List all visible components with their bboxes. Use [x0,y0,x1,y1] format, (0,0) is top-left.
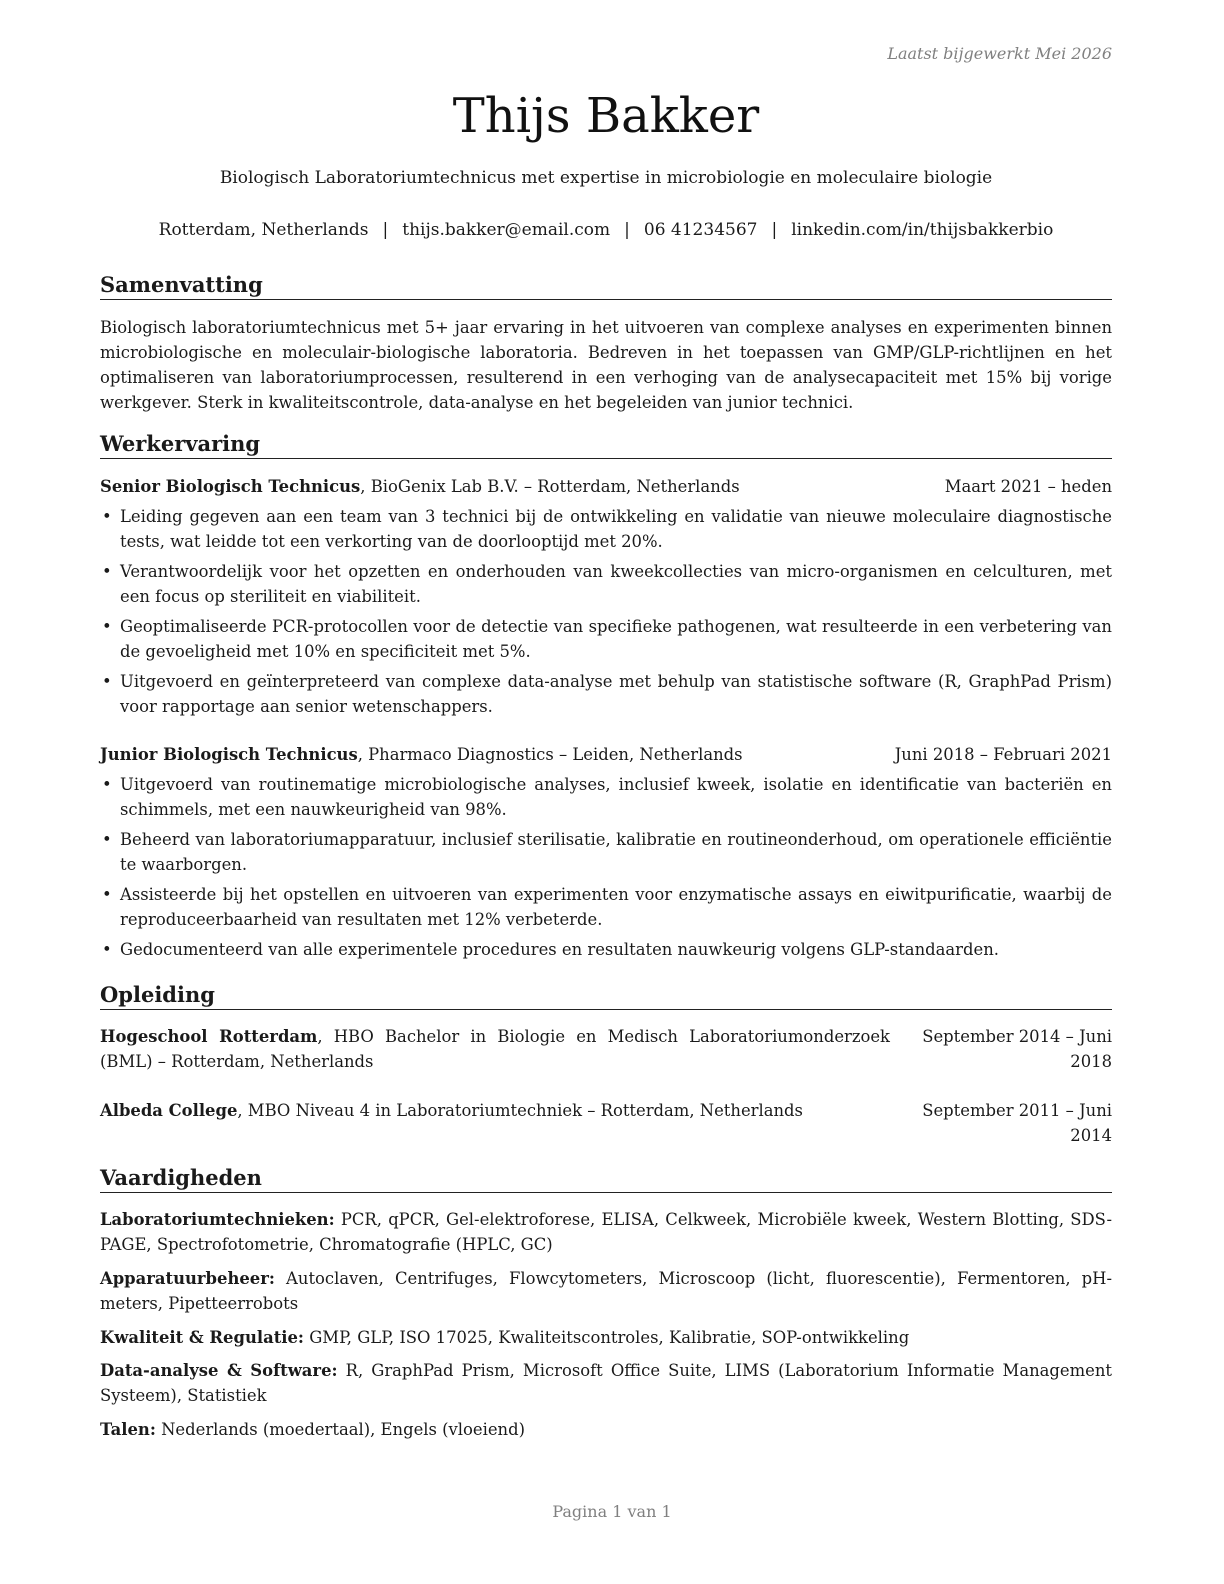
bullet-item [100,559,1112,609]
bullet-text: Uitgevoerd en geïnterpreteerd van complexe data-analyse met behulp van statistische software (R, GraphPad Prism) voor rapportage aan senior wetenschappers. [120,672,1112,716]
page-number: Pagina 1 van 1 [552,1502,672,1521]
job-header [100,474,1112,499]
bullet-text: Leiding gegeven aan een team van 3 technici bij de ontwikkeling en validatie van nieuwe moleculaire diagnostische tests, wat leidde tot een verkorting van de doorlooptijd met 20%. [120,507,1112,551]
contact-phone: 06 41234567 [643,220,758,240]
education-date: September 2014 – Juni 2018 [922,1027,1112,1071]
contact-email[interactable]: thijs.bakker@email.com [402,220,611,240]
skill-label: Kwaliteit & Regulatie: [100,1328,304,1347]
skill-line [100,1266,1112,1316]
skill-label: Apparatuurbeheer: [100,1269,275,1288]
education-item [100,1024,1112,1074]
school-name: Albeda College [100,1101,238,1120]
job-bullets [100,504,1112,724]
contact-location: Rotterdam, Netherlands [158,220,369,240]
contact-separator: | [624,220,630,240]
job-header [100,742,1112,767]
job-org: , BioGenix Lab B.V. – Rotterdam, Netherlands [360,477,740,496]
bullet-text: Verantwoordelijk voor het opzetten en onderhouden van kweekcollecties van micro-organismen en celculturen, met een focus op steriliteit en viabiliteit. [120,562,1112,606]
last-updated: Laatst bijgewerkt Mei 2026 [887,44,1112,63]
summary-heading: Samenvatting [100,272,1112,300]
bullet-text: Assisteerde bij het opstellen en uitvoeren van experimenten voor enzymatische assays en eiwitpurificatie, waarbij de reproduceerbaarheid van resultaten met 12% verbeterde. [120,885,1112,929]
skill-line [100,1358,1112,1408]
skill-text: Autoclaven, Centrifuges, Flowcytometers, Microscoop (licht, fluorescentie), Fermentoren, pH-meters, Pipetteerrobots [100,1269,1112,1313]
job-org: , Pharmaco Diagnostics – Leiden, Netherlands [357,745,743,764]
education-item [100,1098,1112,1145]
bullet-dot-icon: • [102,562,112,581]
experience-heading: Werkervaring [100,431,1112,459]
education-detail [100,1024,890,1074]
skill-label: Data-analyse & Software: [100,1361,338,1380]
education-date: September 2011 – Juni 2014 [922,1101,1112,1145]
education-heading: Opleiding [100,982,1112,1010]
bullet-dot-icon: • [102,672,112,691]
school-name: Hogeschool Rotterdam [100,1027,318,1046]
bullet-text: Gedocumenteerd van alle experimentele procedures en resultaten nauwkeurig volgens GLP-standaarden. [120,940,999,959]
bullet-item [100,882,1112,932]
bullet-text: Uitgevoerd van routinematige microbiologische analyses, inclusief kweek, isolatie en identificatie van bacteriën en schimmels, met een nauwkeurigheid van 98%. [120,775,1112,819]
candidate-name: Thijs Bakker [452,88,760,144]
bullet-dot-icon: • [102,885,112,904]
skill-label: Talen: [100,1420,156,1439]
skill-line [100,1325,1112,1350]
bullet-item [100,772,1112,822]
job-date: Juni 2018 – Februari 2021 [894,745,1112,764]
skill-text: PCR, qPCR, Gel-elektroforese, ELISA, Celkweek, Microbiële kweek, Western Blotting, SDS-PAGE, Spectrofotometrie, Chromatografie (HPLC, GC) [100,1210,1112,1254]
skills-heading: Vaardigheden [100,1165,1112,1193]
job-bullets [100,772,1112,967]
contact-separator: | [771,220,778,240]
bullet-item [100,614,1112,664]
bullet-dot-icon: • [102,775,112,794]
contact-linkedin[interactable]: linkedin.com/in/thijsbakkerbio [791,220,1054,240]
bullet-dot-icon: • [102,940,112,959]
skill-text: GMP, GLP, ISO 17025, Kwaliteitscontroles, Kalibratie, SOP-ontwikkeling [304,1328,910,1347]
bullet-item [100,504,1112,554]
job-title: Junior Biologisch Technicus [100,745,358,764]
bullet-text: Beheerd van laboratoriumapparatuur, inclusief sterilisatie, kalibratie en routineonderhoud, om operationele efficiëntie te waarborgen. [120,830,1112,874]
tagline: Biologisch Laboratoriumtechnicus met expertise in microbiologie en moleculaire biologie [219,168,993,188]
bullet-dot-icon: • [102,830,112,849]
summary-text: Biologisch laboratoriumtechnicus met 5+ jaar ervaring in het uitvoeren van complexe analyses en experimenten binnen microbiologische en moleculair-biologische laboratoria. Bedreven in het toepassen van GMP/GLP-richtlijnen en het optimaliseren van laboratoriumprocessen, resulterend in een verhoging van de analysecapaciteit met 15% bij vorige werkgever. Sterk in kwaliteitscontrole, data-analyse en het begeleiden van junior technici. [100,318,1112,412]
degree-text: , MBO Niveau 4 in Laboratoriumtechniek – Rotterdam, Netherlands [237,1101,803,1120]
contact-line [40,220,1172,240]
contact-separator: | [382,220,389,240]
bullet-item [100,937,1112,962]
job-title: Senior Biologisch Technicus [100,477,361,496]
bullet-item [100,669,1112,719]
skill-text: R, GraphPad Prism, Microsoft Office Suite, LIMS (Laboratorium Informatie Management Systeem), Statistiek [100,1361,1112,1405]
job-date: Maart 2021 – heden [944,477,1112,496]
bullet-item [100,827,1112,877]
bullet-dot-icon: • [102,617,112,636]
degree-text: , HBO Bachelor in Biologie en Medisch Laboratoriumonderzoek (BML) – Rotterdam, Netherlands [100,1027,890,1071]
skill-line [100,1207,1112,1257]
bullet-dot-icon: • [102,507,112,526]
skill-line [100,1417,1112,1442]
bullet-text: Geoptimaliseerde PCR-protocollen voor de detectie van specifieke pathogenen, wat resulteerde in een verbetering van de gevoeligheid met 10% en specificiteit met 5%. [120,617,1112,661]
education-detail [100,1098,890,1123]
skill-label: Laboratoriumtechnieken: [100,1210,335,1229]
skill-text: Nederlands (moedertaal), Engels (vloeiend) [155,1420,525,1439]
